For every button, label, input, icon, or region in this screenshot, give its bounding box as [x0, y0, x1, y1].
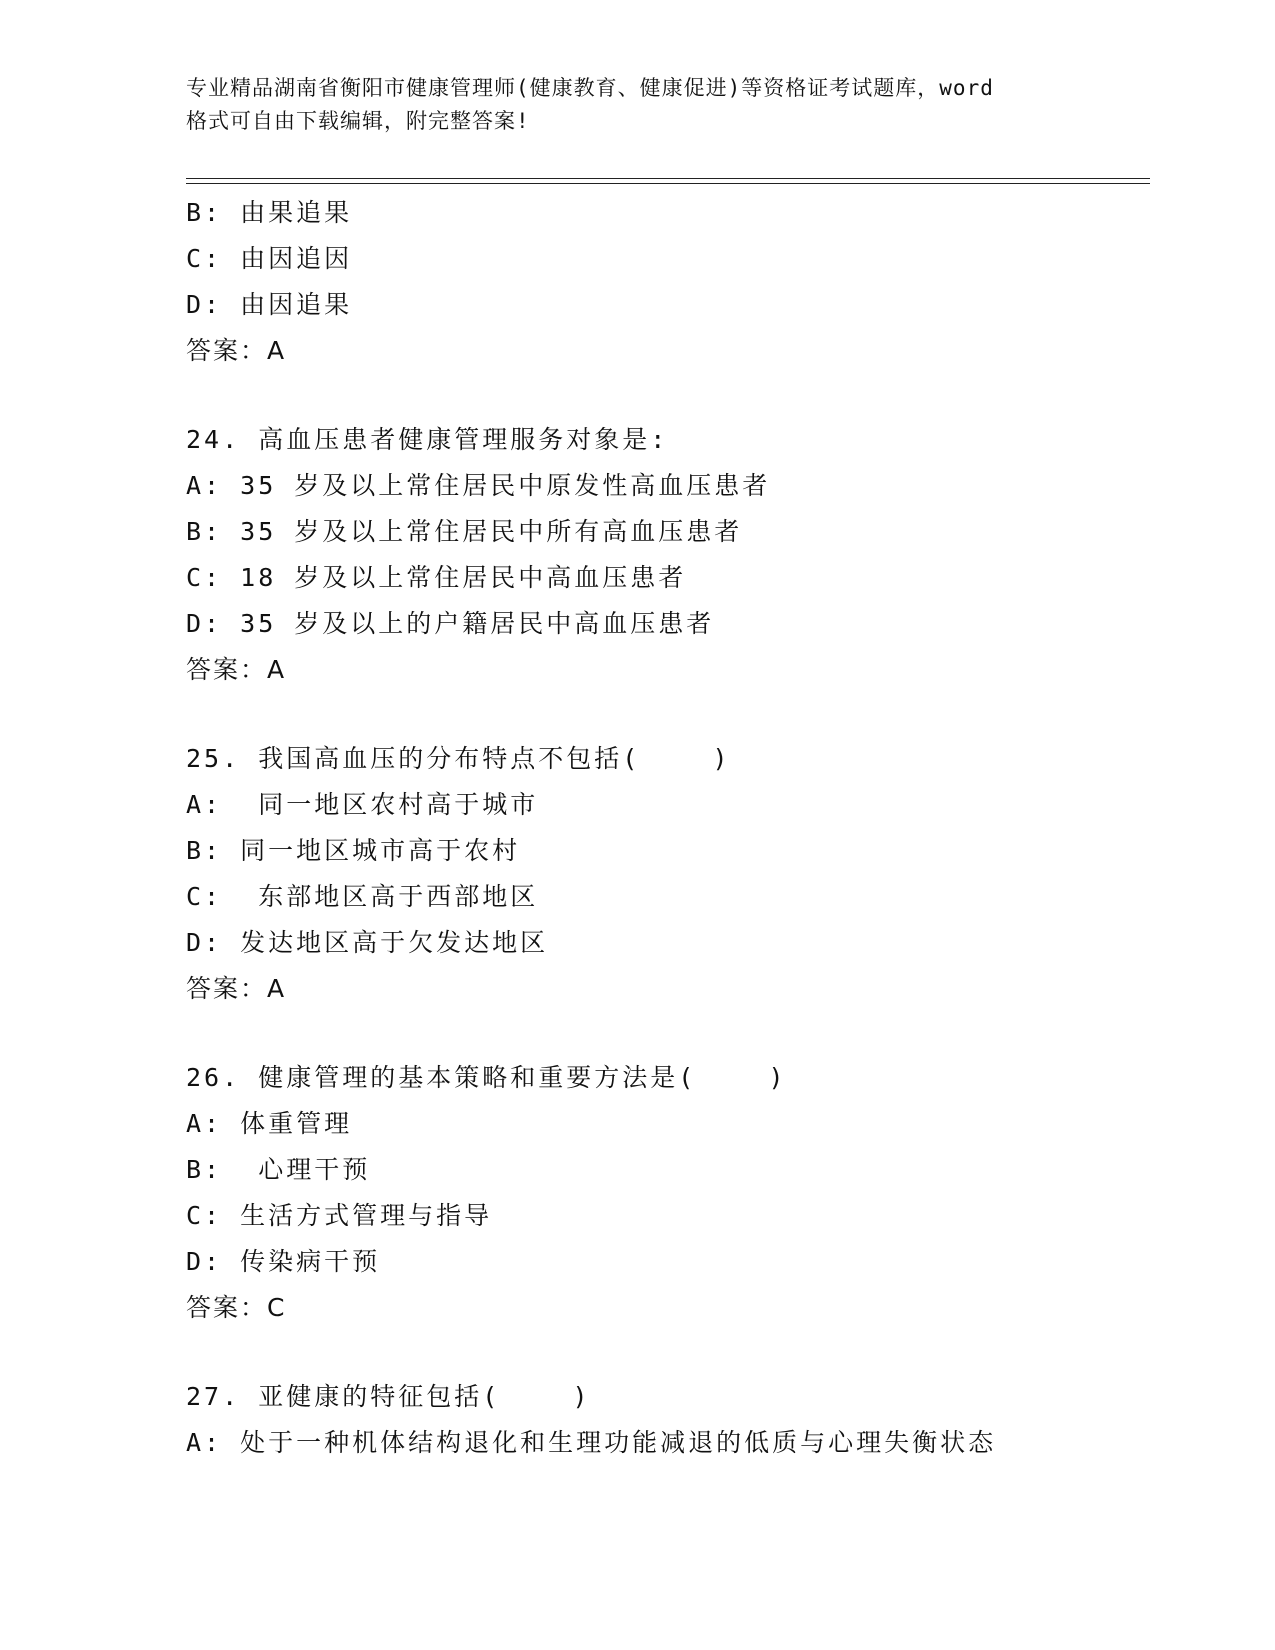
option-a: A: 处于一种机体结构退化和生理功能减退的低质与心理失衡状态: [186, 1428, 997, 1457]
question-25: [186, 736, 1146, 1012]
option-d: D: 发达地区高于欠发达地区: [186, 928, 549, 957]
answer-line: 答案：A: [186, 336, 287, 365]
option-b: B: 35 岁及以上常住居民中所有高血压患者: [186, 517, 743, 546]
header-rule-bottom: [186, 183, 1150, 184]
question-27: [186, 1374, 1146, 1466]
option-b: B: 心理干预: [186, 1155, 371, 1184]
option-c: C: 由因追因: [186, 244, 353, 273]
question-24: [186, 417, 1146, 693]
option-b: B: 由果追果: [186, 198, 353, 227]
answer-line: 答案：A: [186, 974, 287, 1003]
option-a: A: 体重管理: [186, 1109, 353, 1138]
question-stem: 25. 我国高血压的分布特点不包括( ): [186, 744, 731, 773]
option-c: C: 生活方式管理与指导: [186, 1201, 493, 1230]
question-stem: 26. 健康管理的基本策略和重要方法是( ): [186, 1063, 787, 1092]
question-gap: [186, 693, 1146, 736]
header-line-1: 专业精品湖南省衡阳市健康管理师(健康教育、健康促进)等资格证考试题库，word: [186, 76, 994, 100]
question-26: [186, 1055, 1146, 1331]
option-a: A: 35 岁及以上常住居民中原发性高血压患者: [186, 471, 771, 500]
option-a: A: 同一地区农村高于城市: [186, 790, 539, 819]
question-stem: 27. 亚健康的特征包括( ): [186, 1382, 591, 1411]
option-d: D: 传染病干预: [186, 1247, 381, 1276]
question-gap: [186, 374, 1146, 417]
header-line-2: 格式可自由下载编辑，附完整答案!: [186, 109, 530, 133]
question-gap: [186, 1012, 1146, 1055]
header-rule-top: [186, 178, 1150, 179]
question-stem: 24. 高血压患者健康管理服务对象是:: [186, 425, 669, 454]
option-d: D: 35 岁及以上的户籍居民中高血压患者: [186, 609, 715, 638]
option-b: B: 同一地区城市高于农村: [186, 836, 521, 865]
option-c: C: 东部地区高于西部地区: [186, 882, 539, 911]
question-23-continued: [186, 190, 1146, 374]
option-d: D: 由因追果: [186, 290, 353, 319]
answer-line: 答案：C: [186, 1293, 287, 1322]
question-list: [186, 190, 1146, 1466]
document-header: [186, 72, 1086, 138]
question-gap: [186, 1331, 1146, 1374]
option-c: C: 18 岁及以上常住居民中高血压患者: [186, 563, 687, 592]
answer-line: 答案：A: [186, 655, 287, 684]
